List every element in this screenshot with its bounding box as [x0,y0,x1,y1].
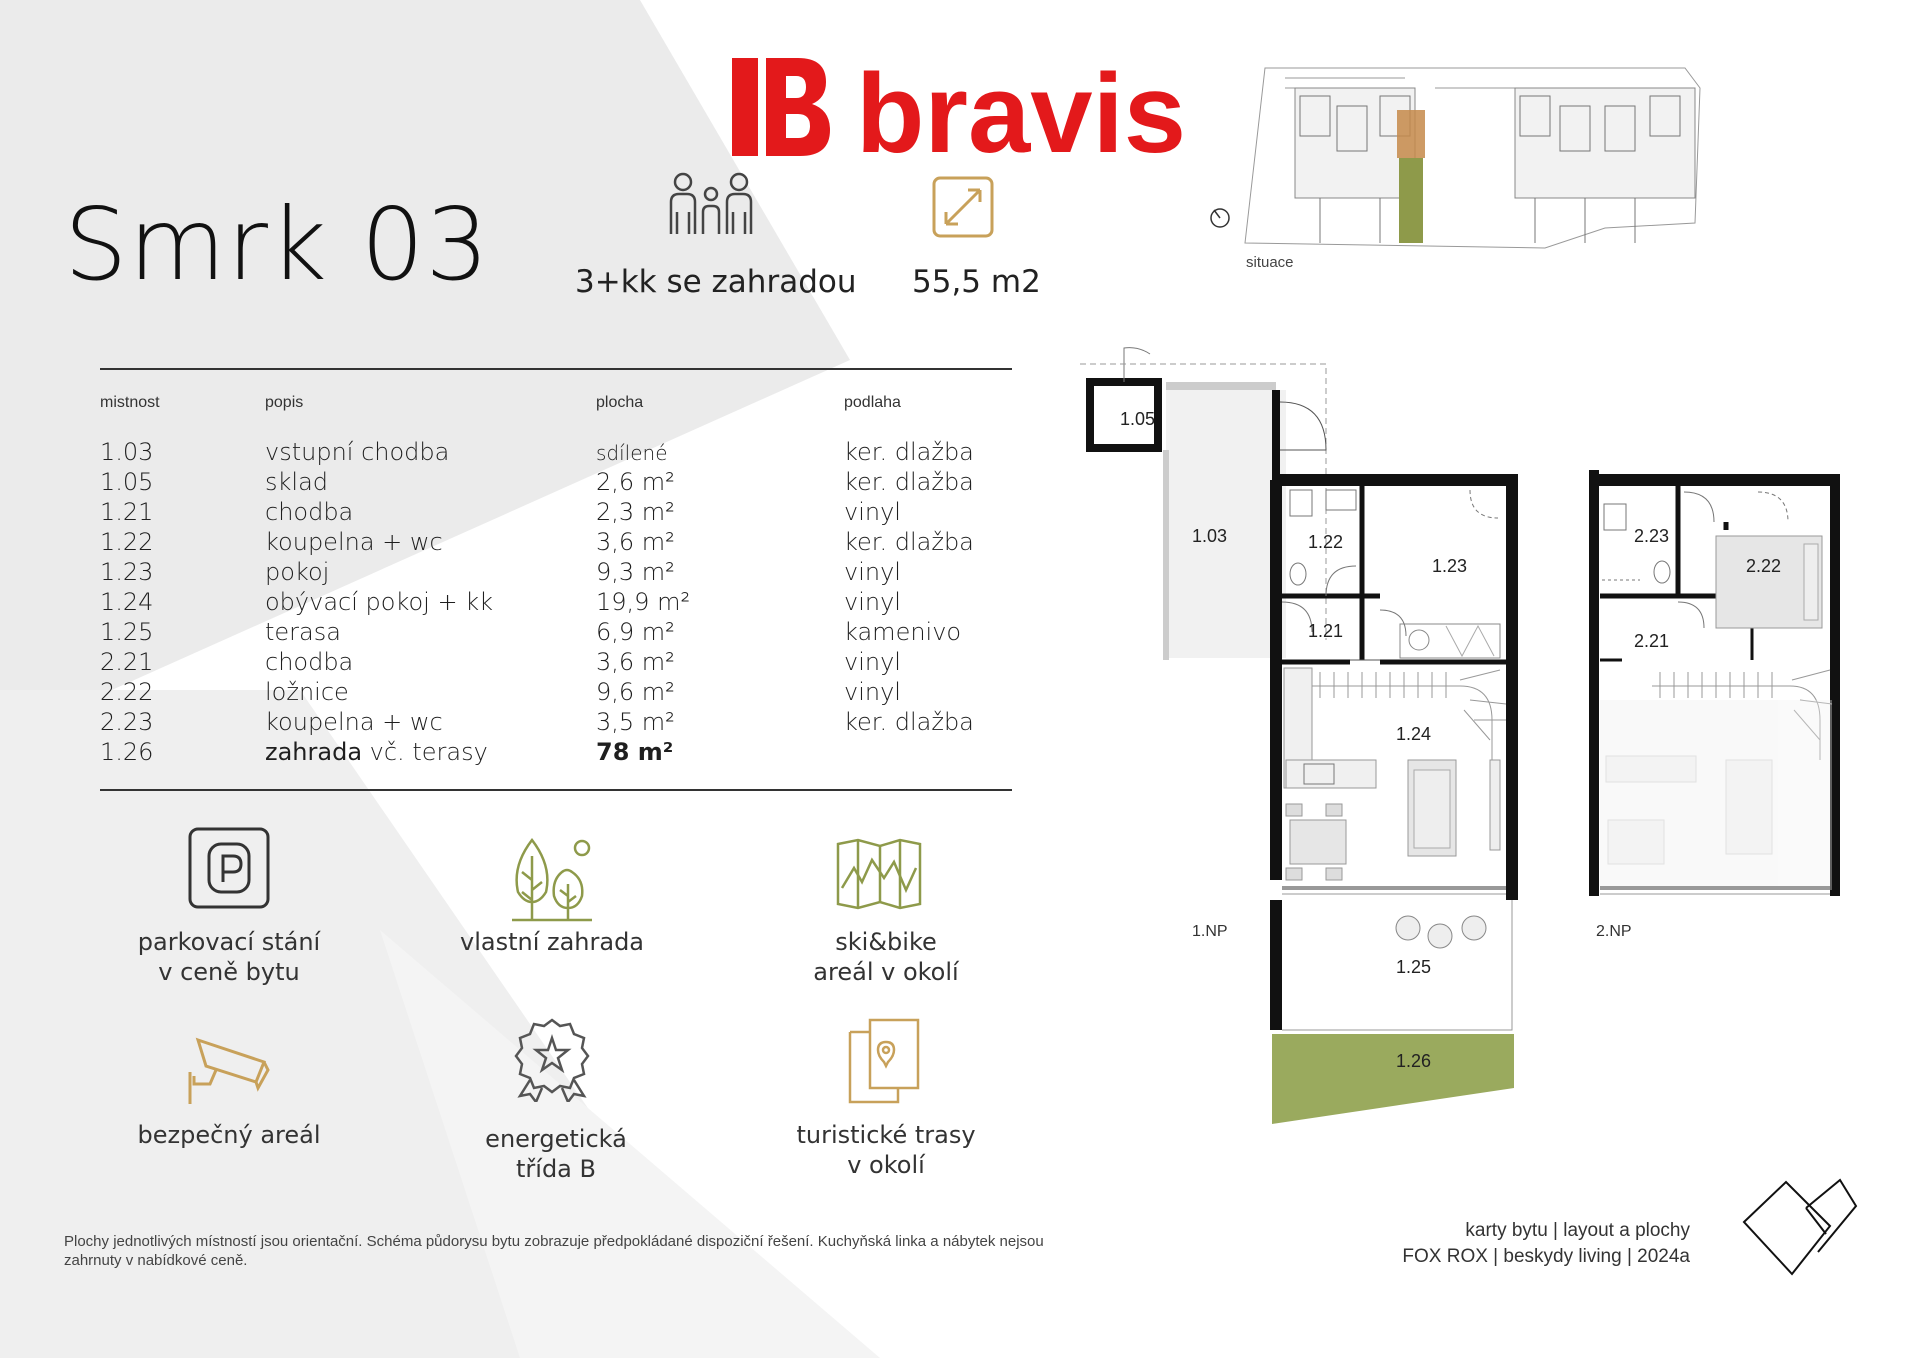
room-label: 1.25 [1396,957,1432,977]
disclaimer-line: Plochy jednotlivých místností jsou orientační. Schéma půdorysu bytu zobrazuje předpokládané dispoziční řešení. Kuchyňská linka a nábytek nejsou [64,1233,1044,1250]
disclaimer [64,1232,1044,1270]
camera-icon [186,1036,270,1106]
floorplan-1np [1080,348,1514,1124]
table-row [100,438,1012,468]
room-number: 2.23 [100,708,154,736]
room-number: 1.25 [100,618,154,646]
footer-line: FOX ROX | beskydy living | 2024a [1402,1246,1690,1267]
header-room: mistnost [100,394,160,411]
room-area: 9,3 m² [596,558,675,586]
room-area: 3,5 m² [596,708,675,736]
room-area: 3,6 m² [596,528,675,556]
feature-ski-bike [756,927,1016,987]
footer-credits [1300,1218,1690,1270]
room-number: 1.05 [100,468,154,496]
table-row [100,678,1012,708]
room-label: 1.21 [1308,621,1344,641]
room-area: 19,9 m² [596,588,691,616]
room-number: 1.24 [100,588,154,616]
page-title: Smrk 03 [64,186,490,303]
room-floor: ker. dlažba [844,708,974,736]
feature-line: v ceně bytu [158,958,300,986]
room-area: 9,6 m² [596,678,675,706]
parking-icon [187,826,271,910]
brand-wordmark: bravis [856,52,1186,162]
room-desc: koupelna + wc [265,708,443,736]
room-number: 2.21 [100,648,154,676]
feature-security [99,1120,359,1150]
room-area: 3,6 m² [596,648,675,676]
site-plan-label: situace [1246,254,1294,271]
feature-energy [426,1124,686,1184]
room-desc: vstupní chodba [265,438,450,466]
trees-icon [510,836,594,922]
room-area: sdílené [596,441,668,465]
table-row [100,648,1012,678]
feature-line: energetická [485,1125,627,1153]
room-label: 1.05 [1120,409,1156,429]
trail-map-icon [848,1018,920,1104]
foxrox-logo-icon [1740,1178,1860,1278]
room-number: 2.22 [100,678,154,706]
room-floor: ker. dlažba [844,528,974,556]
room-desc: pokoj [265,558,330,586]
room-floor: vinyl [844,588,901,616]
table-bottom-rule [100,789,1012,791]
room-label: 1.24 [1396,724,1432,744]
room-number: 1.21 [100,498,154,526]
feature-parking [99,927,359,987]
room-label: 1.03 [1192,526,1228,546]
layout-type-label: 3+kk se zahradou [575,264,857,300]
floor-label-1np: 1.NP [1192,923,1228,940]
room-number: 1.03 [100,438,154,466]
table-row [100,558,1012,588]
room-floor: vinyl [844,558,901,586]
feature-line: bezpečný areál [137,1121,321,1149]
room-floor: vinyl [844,678,901,706]
table-row [100,528,1012,558]
table-row-garden [100,738,1012,768]
room-desc: koupelna + wc [265,528,443,556]
header-floor: podlaha [844,394,901,411]
room-floor: vinyl [844,648,901,676]
garden-area: 78 m² [596,738,674,766]
table-row [100,708,1012,738]
floor-label-2np: 2.NP [1596,923,1632,940]
room-floor: ker. dlažba [844,438,974,466]
area-label: 55,5 m2 [912,264,1041,300]
room-label: 2.23 [1634,526,1670,546]
floor-plans [1080,340,1840,1130]
feature-garden [422,927,682,957]
room-area: 2,3 m² [596,498,675,526]
room-desc: obývací pokoj + kk [265,588,493,616]
header-area: plocha [596,394,644,411]
header-description: popis [265,394,304,411]
disclaimer-line: zahrnuty v nabídkové ceně. [64,1252,248,1269]
bravis-logo [728,52,1208,162]
room-label: 1.22 [1308,532,1344,552]
room-area: 2,6 m² [596,468,675,496]
room-number: 1.26 [100,738,154,766]
room-number: 1.23 [100,558,154,586]
site-plan [1205,58,1705,273]
area-arrow-icon [932,176,994,238]
floorplan-2np [1594,470,1836,940]
feature-line: areál v okolí [813,958,959,986]
feature-line: turistické trasy [796,1121,976,1149]
feature-line: parkovací stání [137,928,321,956]
table-row [100,618,1012,648]
feature-line: v okolí [847,1151,925,1179]
family-icon [666,172,756,238]
map-icon [836,838,922,910]
table-row [100,468,1012,498]
footer-line: karty bytu | layout a plochy [1465,1220,1690,1241]
table-row [100,498,1012,528]
room-desc: chodba [265,498,354,526]
room-floor: kamenivo [844,618,962,646]
feature-line: ski&bike [835,928,937,956]
room-label: 1.23 [1432,556,1468,576]
room-desc: ložnice [265,678,349,706]
room-floor: ker. dlažba [844,468,974,496]
room-floor: vinyl [844,498,901,526]
feature-line: třída B [516,1155,596,1183]
feature-trails [756,1120,1016,1180]
room-desc: terasa [265,618,341,646]
room-label: 2.21 [1634,631,1670,651]
table-top-rule [100,368,1012,370]
garden-label: zahrada [265,738,363,766]
room-area: 6,9 m² [596,618,675,646]
award-icon [512,1018,592,1102]
table-row [100,588,1012,618]
garden-label-rest: vč. terasy [362,738,488,766]
room-desc: sklad [265,468,329,496]
feature-line: vlastní zahrada [459,928,645,956]
room-desc: chodba [265,648,354,676]
room-label: 2.22 [1746,556,1782,576]
room-label: 1.26 [1396,1051,1432,1071]
room-number: 1.22 [100,528,154,556]
